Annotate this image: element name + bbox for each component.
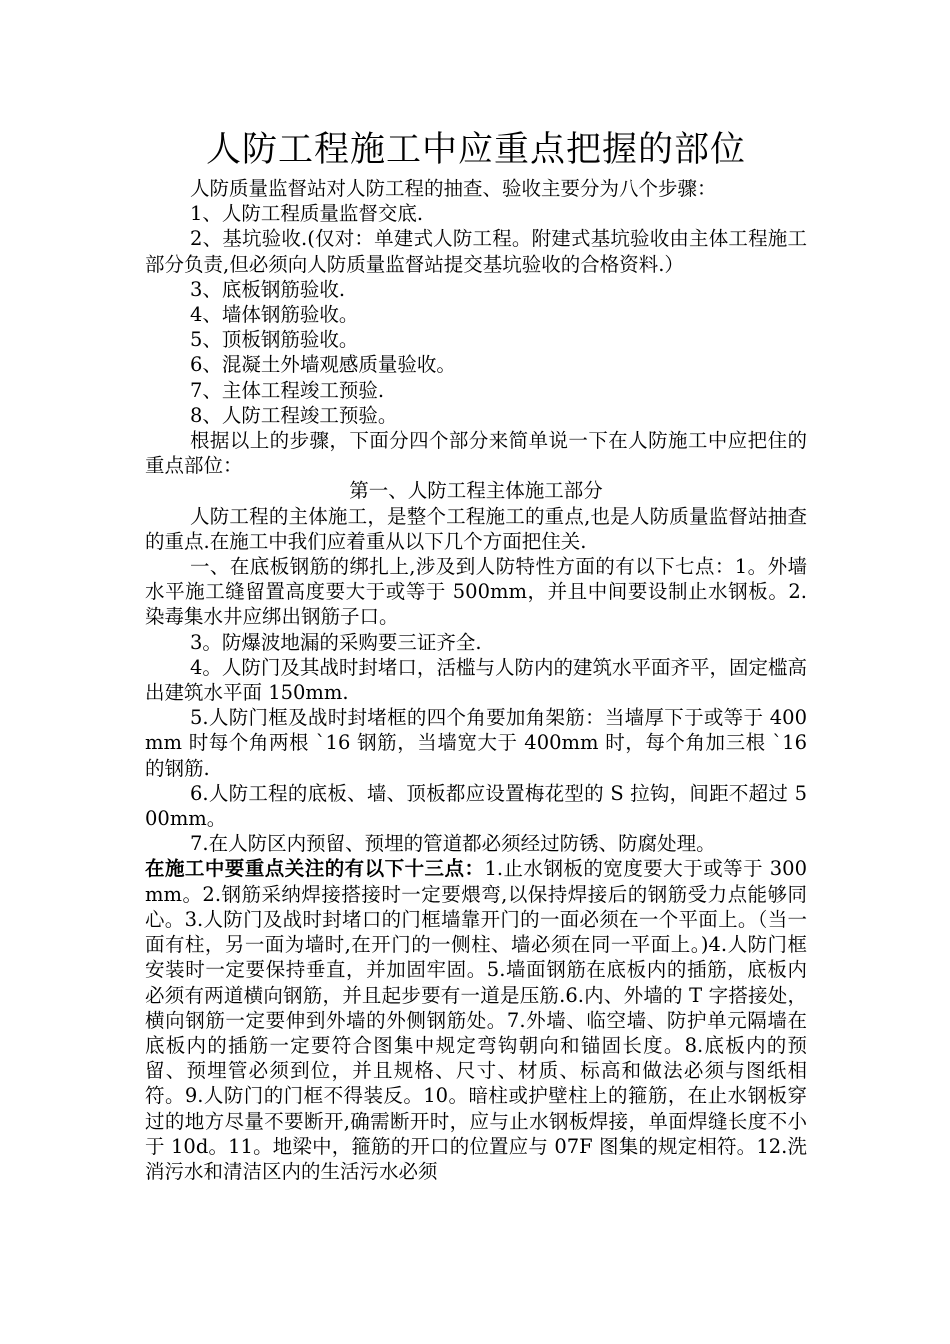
point-4: 4。人防门及其战时封堵口，活槛与人防内的建筑水平面齐平，固定槛高出建筑水平面 150mm. bbox=[145, 655, 807, 705]
point-3: 3。防爆波地漏的采购要三证齐全. bbox=[190, 630, 482, 654]
point-5: 5.人防门框及战时封堵框的四个角要加角架筋：当墙厚下于或等于 400mm 时每个角两根 `16 钢筋，当墙宽大于 400mm 时，每个角加三根 `16 的钢筋. bbox=[145, 706, 807, 780]
document-title: 人防工程施工中应重点把握的部位 bbox=[205, 130, 746, 170]
step-6: 6、混凝土外墙观感质量验收。 bbox=[190, 353, 456, 377]
key-points-paragraph bbox=[145, 856, 807, 1184]
document-page bbox=[145, 128, 807, 1184]
key-points-text: 1.止水钢板的宽度要大于或等于 300mm。2.钢筋采纳焊接搭接时一定要煨弯,以保持焊接后的钢筋受力点能够同心。3.人防门及战时封堵口的门框墙靠开门的一面必须在一个平面上。（当一面有柱，另一面为墙时,在开门的一侧柱、墙必须在同一平面上。)4.人防门框安装时一定要保持垂直，并加固牢固。5.墙面钢筋在底板内的插筋，底板内必须有两道横向钢筋，并且起步要有一道是压筋.6.内、外墙的 T 字搭接处，横向钢筋一定要伸到外墙的外侧钢筋处。7.外墙、临空墙、防护单元隔墙在底板内的插筋一定要符合图集中规定弯钩朝向和锚固长度。8.底板内的预留、预埋管必须到位，并且规格、尺寸、材质、标高和做法必须与图纸相符。9.人防门的门框不得装反。10。暗柱或护壁柱上的箍筋，在止水钢板穿过的地方尽量不要断开,确需断开时，应与止水钢板焊接，单面焊缝长度不小于 10d。11。地梁中，箍筋的开口的位置应与 07F 图集的规定相符。12.洗消污水和清洁区内的生活污水必须 bbox=[145, 857, 807, 1183]
step-2: 2、基坑验收.(仅对：单建式人防工程。附建式基坑验收由主体工程施工部分负责,但必须向人防质量监督站提交基坑验收的合格资料.） bbox=[145, 227, 807, 276]
step-4: 4、墙体钢筋验收。 bbox=[190, 303, 359, 327]
key-points-label: 在施工中要重点关注的有以下十三点： bbox=[145, 857, 485, 881]
step-3: 3、底板钢筋验收. bbox=[190, 277, 346, 301]
step-7: 7、主体工程竣工预验. bbox=[190, 378, 385, 402]
step-1: 1、人防工程质量监督交底. bbox=[190, 202, 424, 226]
step-5: 5、顶板钢筋验收。 bbox=[190, 328, 359, 352]
point-7: 7.在人防区内预留、预埋的管道都必须经过防锈、防腐处理。 bbox=[190, 832, 716, 856]
floor-rebar-intro: 一、在底板钢筋的绑扎上,涉及到人防特性方面的有以下七点：1。外墙水平施工缝留置高度要大于或等于 500mm，并且中间要设制止水钢板。2.染毒集水井应绑出钢筋子口。 bbox=[145, 555, 807, 629]
step-8: 8、人防工程竣工预验。 bbox=[190, 403, 398, 427]
intro-paragraph: 人防质量监督站对人防工程的抽查、验收主要分为八个步骤： bbox=[190, 177, 717, 200]
section-1-heading: 第一、人防工程主体施工部分 bbox=[349, 479, 603, 503]
section-1-intro: 人防工程的主体施工，是整个工程施工的重点,也是人防质量监督站抽查的重点.在施工中我们应着重从以下几个方面把住关. bbox=[145, 504, 807, 553]
point-6: 6.人防工程的底板、墙、顶板都应设置梅花型的 S 拉钩，间距不超过 500mm。 bbox=[145, 781, 807, 831]
summary-paragraph: 根据以上的步骤，下面分四个部分来简单说一下在人防施工中应把住的重点部位： bbox=[145, 429, 807, 478]
